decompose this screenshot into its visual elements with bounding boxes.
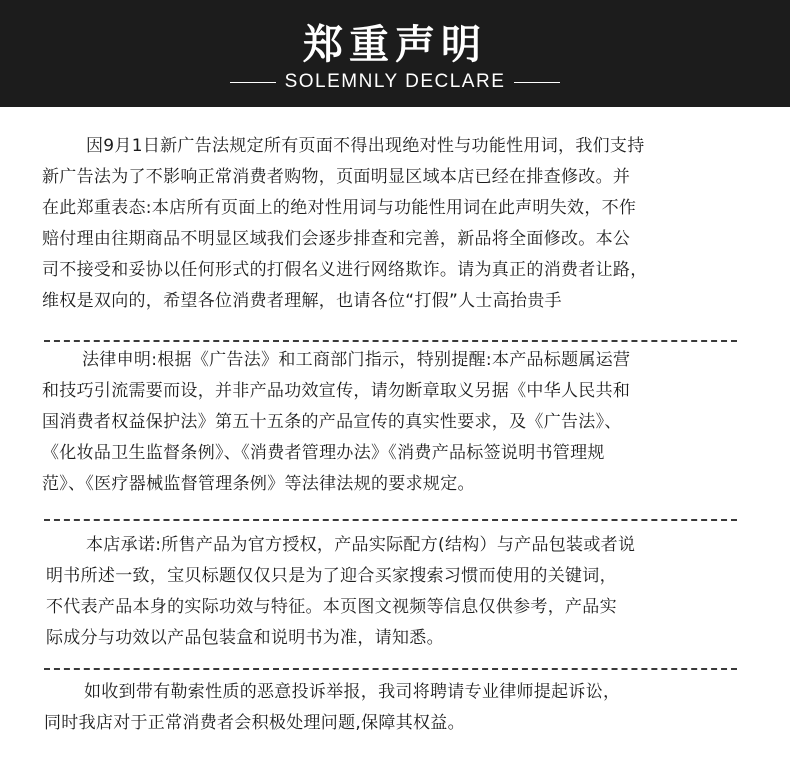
paragraph-promise: [46, 530, 754, 654]
paragraph-line: 赔付理由往期商品不明显区域我们会逐步排查和完善，新品将全面修改。本公: [42, 229, 631, 249]
page-title: 郑重声明: [303, 22, 487, 68]
paragraph-line: 如收到带有勒索性质的恶意投诉举报，我司将聘请专业律师提起诉讼，: [84, 682, 621, 702]
paragraph-line: 际成分与功效以产品包装盒和说明书为准，请知悉。: [46, 628, 444, 648]
paragraph-line: 维权是双向的，希望各位消费者理解，也请各位“打假”人士高抬贵手: [42, 291, 562, 311]
paragraph-line: 新广告法为了不影响正常消费者购物，页面明显区域本店已经在排查修改。并: [42, 167, 631, 187]
paragraph-legal: [42, 345, 750, 500]
paragraph-line: 《化妆品卫生监督条例》、《消费者管理办法》《消费产品标签说明书管理规: [42, 443, 605, 463]
subtitle-right-rule: [514, 82, 560, 83]
paragraph-line: 不代表产品本身的实际功效与特征。本页图文视频等信息仅供参考，产品实: [46, 597, 617, 617]
paragraph-complaint: [44, 677, 752, 739]
subtitle-row: [0, 70, 790, 94]
section-divider: [44, 519, 737, 521]
paragraph-notice: [42, 131, 750, 317]
paragraph-line: 本店承诺:所售产品为官方授权，产品实际配方(结构）与产品包装或者说: [86, 535, 636, 555]
paragraph-line: 范》、《医疗器械监督管理条例》等法律法规的要求规定。: [42, 474, 475, 494]
paragraph-line: 因9月1日新广告法规定所有页面不得出现绝对性与功能性用词，我们支持: [86, 136, 645, 156]
subtitle-left-rule: [230, 82, 276, 83]
header-banner: [0, 0, 790, 107]
paragraph-line: 法律申明:根据《广告法》和工商部门指示，特别提醒:本产品标题属运营: [82, 350, 631, 370]
section-divider: [44, 668, 737, 670]
paragraph-line: 和技巧引流需要而设，并非产品功效宣传，请勿断章取义另据《中华人民共和: [42, 381, 631, 401]
paragraph-line: 同时我店对于正常消费者会积极处理问题,保障其权益。: [44, 713, 465, 733]
section-divider: [44, 340, 737, 342]
paragraph-line: 司不接受和妥协以任何形式的打假名义进行网络欺诈。请为真正的消费者让路，: [42, 260, 648, 280]
page-subtitle: SOLEMNLY DECLARE: [284, 71, 506, 92]
paragraph-line: 在此郑重表态:本店所有页面上的绝对性用词与功能性用词在此声明失效，不作: [42, 198, 637, 218]
paragraph-line: 国消费者权益保护法》第五十五条的产品宣传的真实性要求，及《广告法》、: [42, 412, 622, 432]
paragraph-line: 明书所述一致，宝贝标题仅仅只是为了迎合买家搜索习惯而使用的关键词，: [46, 566, 617, 586]
